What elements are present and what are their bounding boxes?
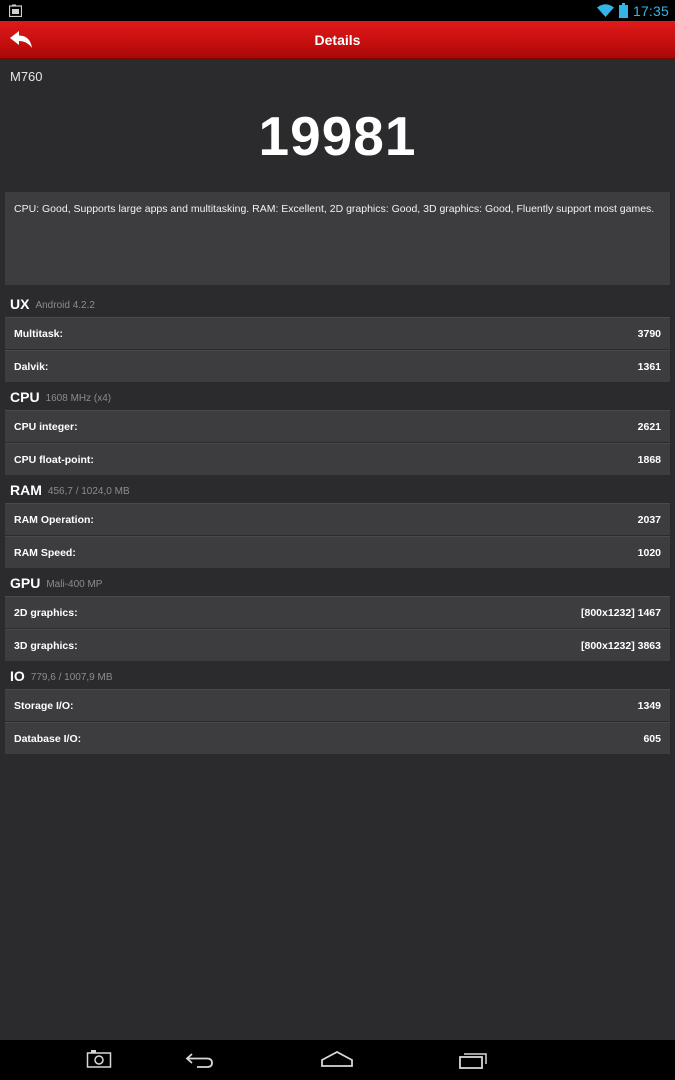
section-header [5,383,670,410]
row-label: 2D graphics: [14,606,78,619]
section-title: IO [10,668,25,684]
section-header [5,476,670,503]
row-label: Multitask: [14,327,64,340]
result-row [5,689,670,721]
back-icon[interactable] [185,1048,215,1070]
section-title: RAM [10,482,42,498]
row-value: 3790 [637,327,661,340]
status-bar [0,0,675,21]
status-icons [597,0,669,21]
row-value: 1349 [637,699,661,712]
result-row [5,317,670,349]
action-bar [0,21,675,59]
result-row [5,629,670,661]
section-header [5,290,670,317]
summary-box [5,192,670,285]
row-label: Database I/O: [14,732,82,745]
navigation-bar [0,1040,675,1080]
section-ram [5,476,670,568]
section-subtitle: 779,6 / 1007,9 MB [30,672,113,683]
row-value: 2037 [637,513,661,526]
summary-text: CPU: Good, Supports large apps and multitasking. RAM: Excellent, 2D graphics: Good, 3D graphics: Good, Fluently support most games. [14,203,655,215]
row-label: Storage I/O: [14,699,74,712]
row-value: [800x1232] 1467 [581,606,661,619]
row-value: 605 [643,732,661,745]
row-label: 3D graphics: [14,639,78,652]
row-label: RAM Speed: [14,546,76,559]
wifi-icon [597,4,614,17]
status-time: 17:35 [632,2,669,19]
battery-icon [619,3,628,18]
section-io [5,662,670,754]
page-title: Details [314,32,361,48]
section-gpu [5,569,670,661]
row-value: 1868 [637,453,661,466]
row-label: CPU float-point: [14,453,94,466]
section-subtitle: 1608 MHz (x4) [45,393,112,404]
recent-apps-icon[interactable] [458,1048,488,1070]
result-row [5,503,670,535]
section-title: CPU [10,389,40,405]
section-header [5,662,670,689]
row-value: 1361 [637,360,661,373]
benchmark-sections [5,290,670,755]
device-name: M760 [10,69,43,84]
camera-icon[interactable] [86,1048,112,1070]
section-title: UX [10,296,30,312]
section-subtitle: 456,7 / 1024,0 MB [47,486,130,497]
row-label: CPU integer: [14,420,78,433]
section-cpu [5,383,670,475]
home-icon[interactable] [321,1048,353,1070]
row-label: RAM Operation: [14,513,94,526]
section-ux [5,290,670,382]
total-score: 19981 [258,105,417,167]
result-row [5,536,670,568]
section-subtitle: Android 4.2.2 [35,300,95,311]
result-row [5,350,670,382]
result-row [5,410,670,442]
row-value: 2621 [637,420,661,433]
result-row [5,722,670,754]
section-header [5,569,670,596]
row-value: [800x1232] 3863 [581,639,661,652]
row-value: 1020 [637,546,661,559]
section-subtitle: Mali-400 MP [46,579,103,590]
screenshot-notification-icon [9,4,22,17]
row-label: Dalvik: [14,360,49,373]
result-row [5,596,670,628]
result-row [5,443,670,475]
section-title: GPU [10,575,41,591]
